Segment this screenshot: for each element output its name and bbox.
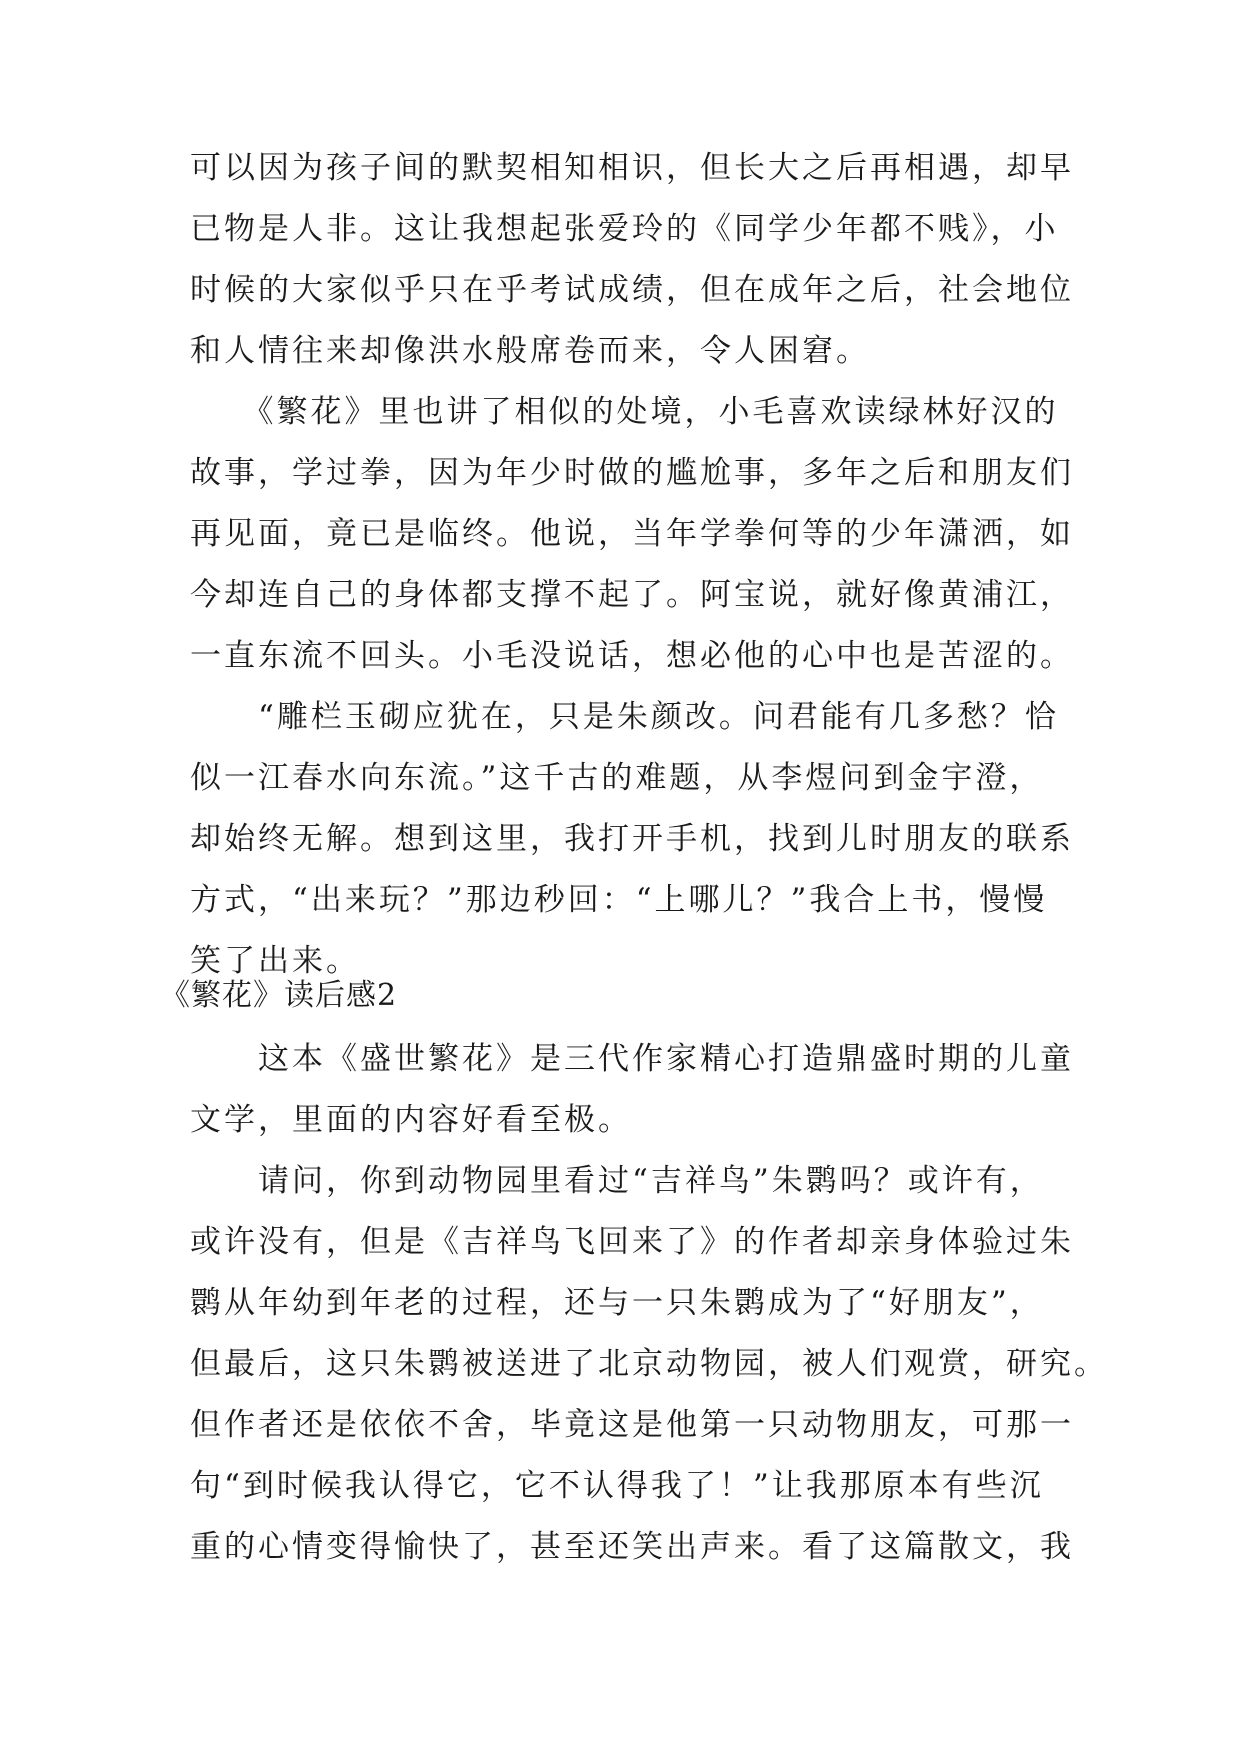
text-line: 请问，你到动物园里看过“吉祥鸟”朱鹮吗？或许有， xyxy=(190,1163,1044,1199)
paragraph-1 xyxy=(190,138,1074,382)
text-line: “雕栏玉砌应犹在，只是朱颜改。问君能有几多愁？恰 xyxy=(190,699,1059,735)
paragraph-3 xyxy=(190,687,1074,992)
text-line: 故事，学过拳，因为年少时做的尴尬事，多年之后和朋友们 xyxy=(190,455,1074,491)
paragraph-4 xyxy=(190,1029,1074,1151)
text-line: 和人情往来却像洪水般席卷而来，令人困窘。 xyxy=(190,333,870,369)
text-line: 但最后，这只朱鹮被送进了北京动物园，被人们观赏，研究。 xyxy=(190,1346,1108,1382)
text-line: 但作者还是依依不舍，毕竟这是他第一只动物朋友，可那一 xyxy=(190,1407,1074,1443)
text-line: 似一江春水向东流。”这千古的难题，从李煜问到金宇澄， xyxy=(190,760,1044,796)
section-title-block xyxy=(160,966,1030,1026)
text-line: 文学，里面的内容好看至极。 xyxy=(190,1102,632,1138)
paragraph-2 xyxy=(190,382,1074,687)
text-line: 却始终无解。想到这里，我打开手机，找到儿时朋友的联系 xyxy=(190,821,1074,857)
text-line: 今却连自己的身体都支撑不起了。阿宝说，就好像黄浦江， xyxy=(190,577,1074,613)
text-line: 一直东流不回头。小毛没说话，想必他的心中也是苦涩的。 xyxy=(190,638,1074,674)
text-line: 时候的大家似乎只在乎考试成绩，但在成年之后，社会地位 xyxy=(190,272,1074,308)
text-line: 鹮从年幼到年老的过程，还与一只朱鹮成为了“好朋友”， xyxy=(190,1285,1044,1321)
section-title: 《繁花》读后感2 xyxy=(160,978,398,1013)
text-line: 再见面，竟已是临终。他说，当年学拳何等的少年潇洒，如 xyxy=(190,516,1074,552)
text-line: 句“到时候我认得它，它不认得我了！”让我那原本有些沉 xyxy=(190,1468,1044,1504)
text-line: 笑了出来。 xyxy=(190,943,360,979)
text-line: 或许没有，但是《吉祥鸟飞回来了》的作者却亲身体验过朱 xyxy=(190,1224,1074,1260)
text-line: 这本《盛世繁花》是三代作家精心打造鼎盛时期的儿童 xyxy=(190,1041,1074,1077)
text-line: 《繁花》里也讲了相似的处境，小毛喜欢读绿林好汉的 xyxy=(190,394,1059,430)
text-line: 重的心情变得愉快了，甚至还笑出声来。看了这篇散文，我 xyxy=(190,1529,1074,1565)
text-line: 已物是人非。这让我想起张爱玲的《同学少年都不贱》，小 xyxy=(190,211,1059,247)
paragraph-5 xyxy=(190,1151,1108,1578)
text-line: 可以因为孩子间的默契相知相识，但长大之后再相遇，却早 xyxy=(190,150,1074,186)
text-line: 方式，“出来玩？”那边秒回：“上哪儿？”我合上书，慢慢 xyxy=(190,882,1048,918)
